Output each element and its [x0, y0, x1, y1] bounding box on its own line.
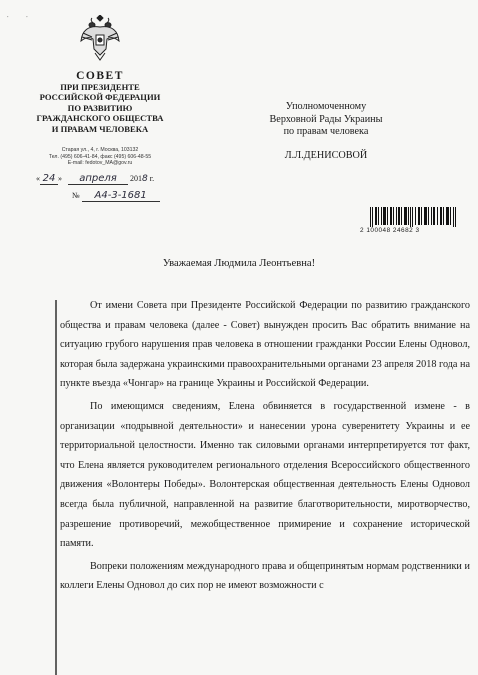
- org-line: РОССИЙСКОЙ ФЕДЕРАЦИИ: [39, 92, 161, 103]
- date-month: апреля: [68, 173, 128, 185]
- org-line: И ПРАВАМ ЧЕЛОВЕКА: [51, 123, 149, 134]
- sender-phone: Тел. (495) 606-41-84, факс (495) 606-48-55: [48, 153, 152, 160]
- recipient-line: Верховной Рады Украины: [269, 113, 383, 125]
- sender-email: E-mail: fedotov_MA@gov.ru: [67, 160, 133, 167]
- org-line: ГРАЖДАНСКОГО ОБЩЕСТВА: [36, 113, 164, 124]
- salutation: Уважаемая Людмила Леонтьевна!: [162, 258, 316, 269]
- recipient-name: Л.Л.ДЕНИСОВОЙ: [284, 150, 368, 161]
- org-title: СОВЕТ: [76, 70, 124, 82]
- coat-of-arms-icon: [80, 15, 120, 61]
- letter-body: [60, 296, 470, 599]
- body-paragraph: От имени Совета при Президенте Российской Федерации по развитию гражданского общества и правам человека (далее - Совет) вынужден просить Вас обратить внимание на ситуацию грубого нарушения прав человека в отношении гражданки России Елены Одновол, которая была задержана украинскими правоохранительными органами 23 апреля 2018 года на пункте въезда «Чонгар» на границе Украины и Российской Федерации.: [60, 300, 470, 390]
- corner-marks: ⸱ ⸱: [7, 15, 36, 21]
- org-line: ПРИ ПРЕЗИДЕНТЕ: [60, 82, 140, 92]
- recipient-block: [256, 101, 396, 139]
- barcode-icon: [370, 207, 460, 227]
- recipient-line: по правам человека: [283, 126, 369, 137]
- number-label: №: [72, 191, 80, 200]
- body-paragraph: Вопреки положениям международного права и общепринятым нормам родственники и коллеги Елены Одновол до сих пор не имеют возможности с: [60, 560, 470, 592]
- letter-number: [72, 190, 160, 202]
- body-paragraph: По имеющимся сведениям, Елена обвиняется в государственной измене - в организации «подрывной деятельности» и нанесении урона суверенитету Украины и ее территориальной целостности. Именно так силовыми органами интерпретируется тот факт, что Елена является руководителем регионального отделения Всероссийского общественного движения «Волонтеры Победы». Волонтерская общественная деятельность Елены Одновол всегда была публичной, направленной на развитие благотворительности, миротворчество, разрешение противоречий, межобщественное примирение и сохранение исторической памяти.: [60, 400, 470, 550]
- number-value: А4-3-1681: [82, 190, 160, 202]
- barcode-number: 2 100048 24682 3: [360, 227, 420, 234]
- sender-address: Старая ул., 4, г. Москва, 103132: [61, 147, 139, 153]
- letter-date: [36, 173, 154, 185]
- org-line: ПО РАЗВИТИЮ: [67, 102, 133, 113]
- date-year-unit: г.: [149, 174, 155, 183]
- date-year-prefix: 201: [130, 174, 142, 183]
- date-year-suffix: 8: [142, 174, 148, 184]
- sender-contacts: [30, 147, 170, 167]
- recipient-line: Уполномоченному: [285, 101, 367, 112]
- date-open-quote: «: [36, 174, 40, 183]
- date-day: 24: [40, 173, 58, 185]
- sender-organization: [30, 70, 170, 134]
- date-close-quote: »: [58, 174, 62, 183]
- scan-margin-line: [55, 300, 57, 675]
